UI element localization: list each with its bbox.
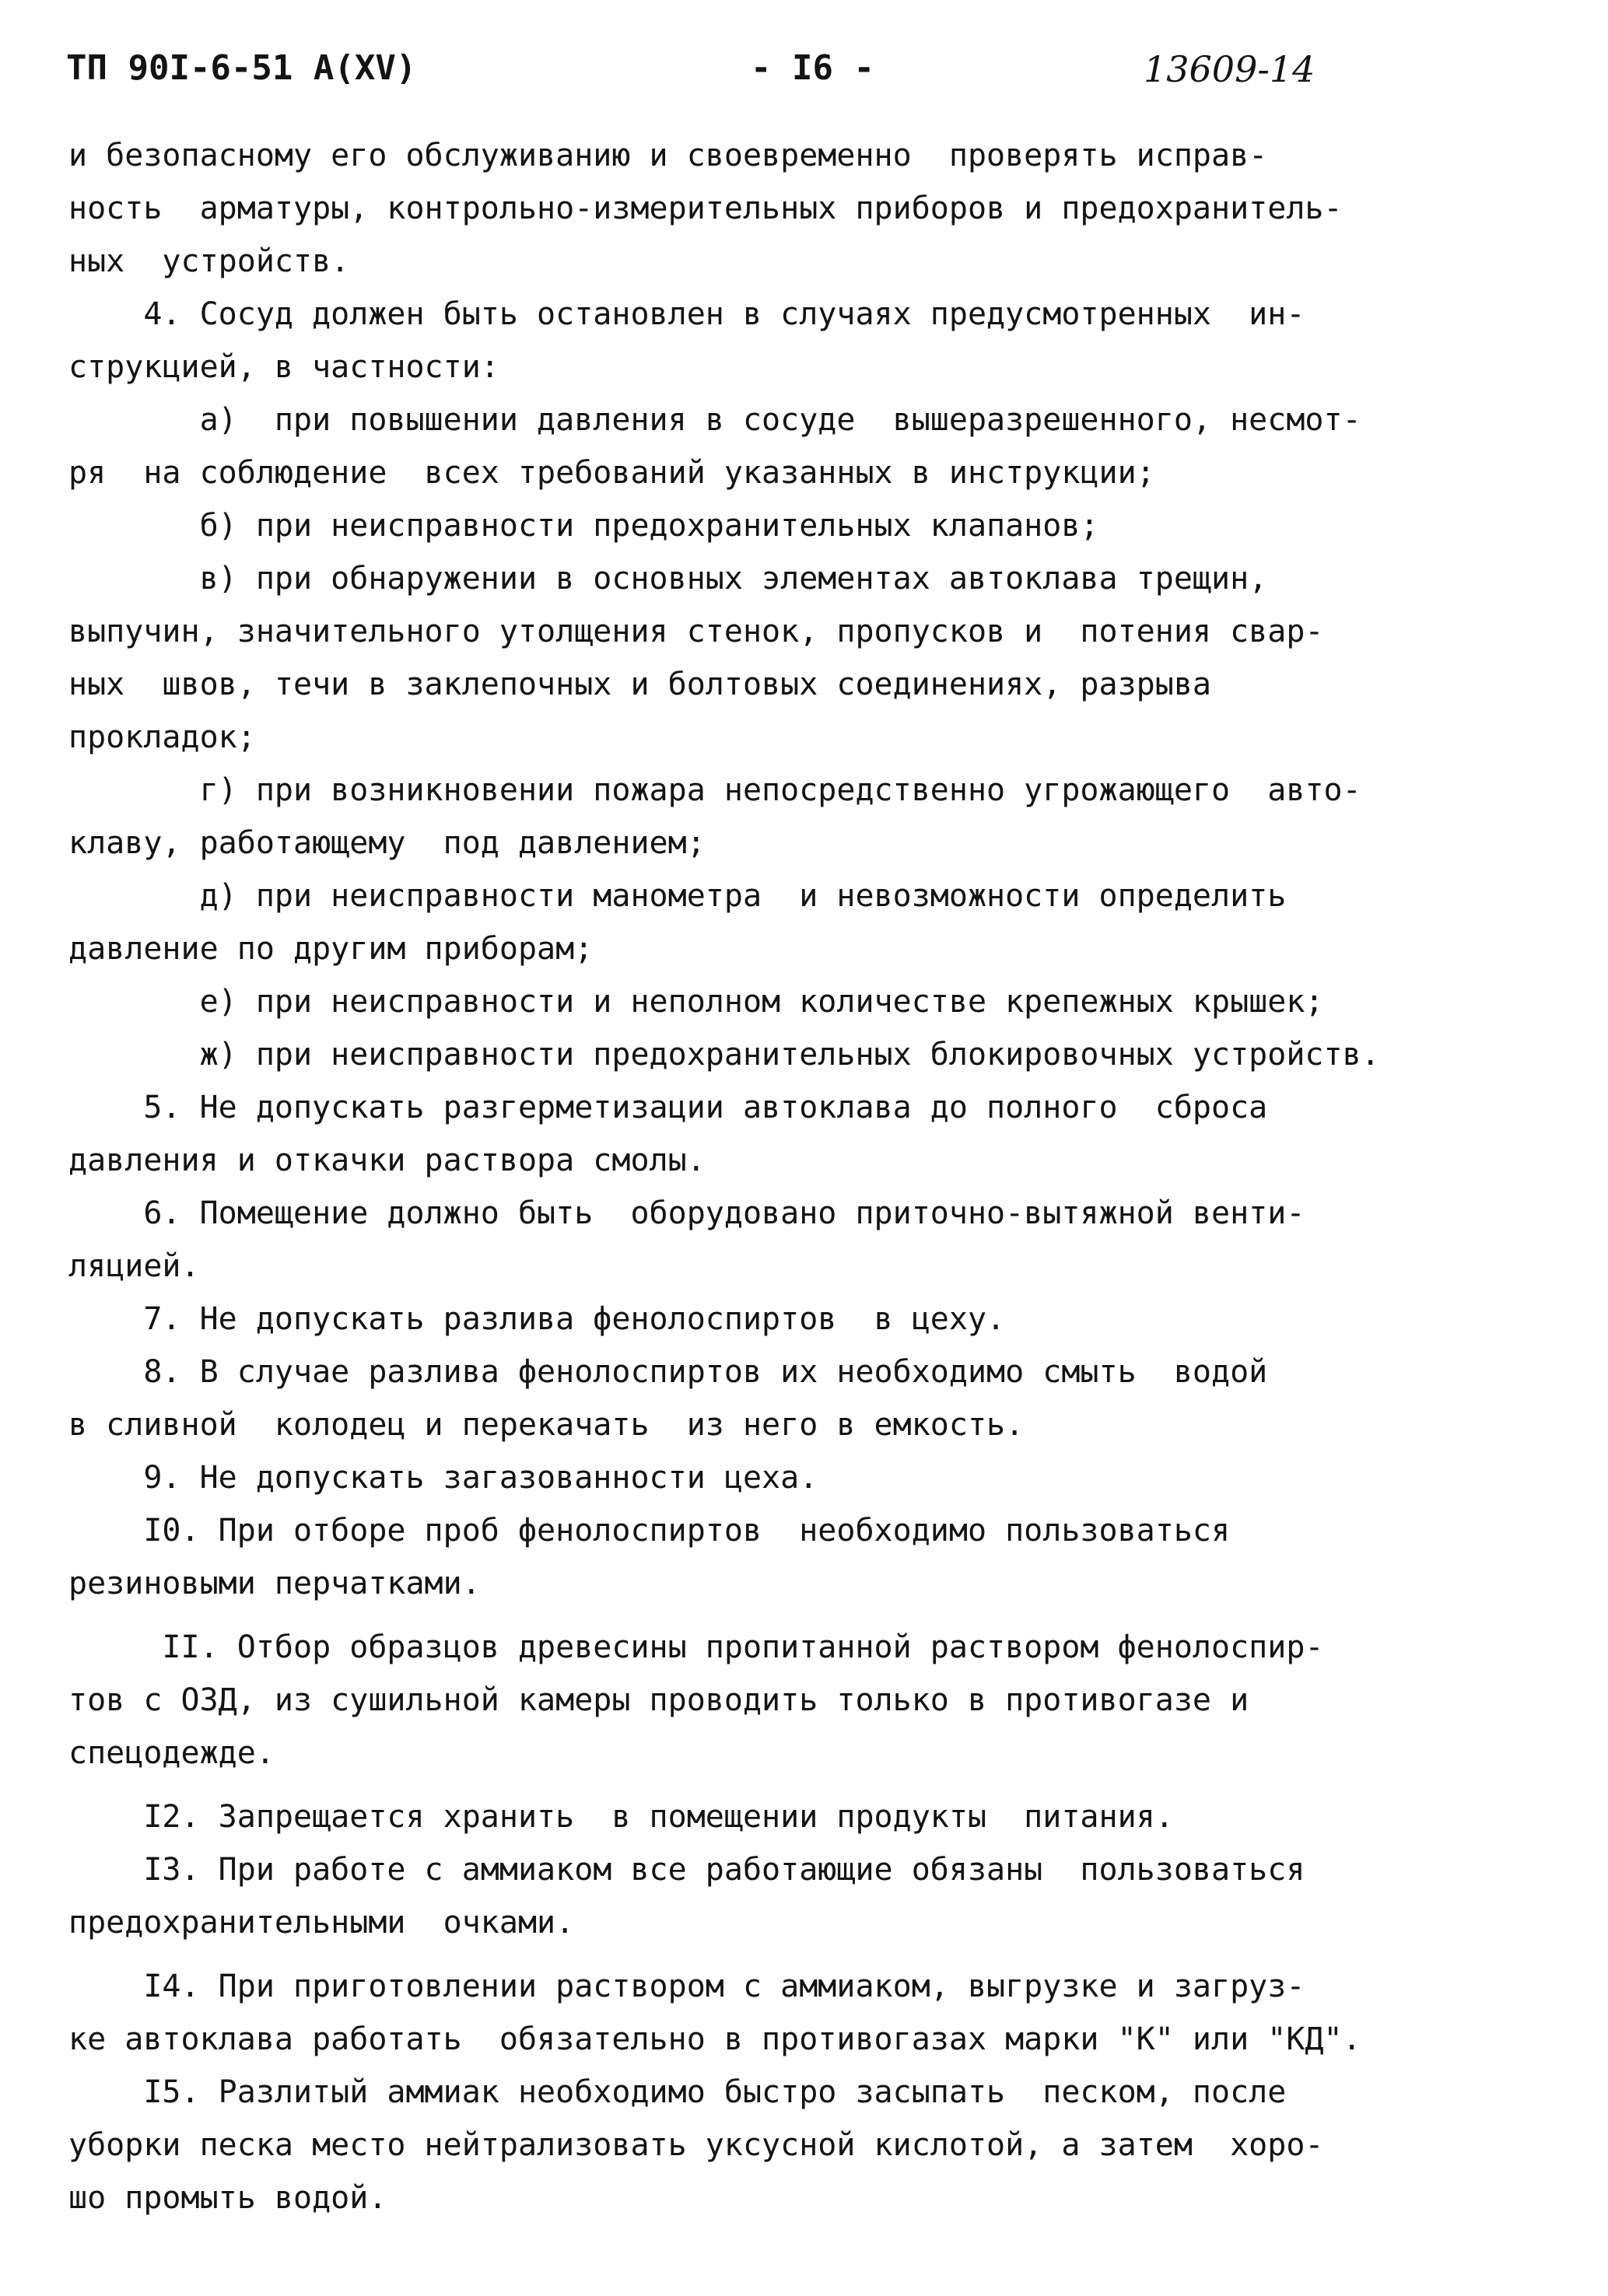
text-line: 6. Помещение должно быть оборудовано приточно-вытяжной венти- <box>68 1195 1305 1231</box>
text-line: ке автоклава работать обязательно в противогазах марки "К" или "КД". <box>68 2021 1361 2057</box>
text-line: шо промыть водой. <box>68 2180 387 2216</box>
text-line: I0. При отборе проб фенолоспиртов необходимо пользоваться <box>68 1513 1231 1549</box>
text-line: в) при обнаружении в основных элементах автоклава трещин, <box>68 561 1268 597</box>
paragraph-gap <box>68 1780 1562 1790</box>
text-line: тов с ОЗД, из сушильной камеры проводить только в противогазе и <box>68 1682 1249 1718</box>
text-line: ных устройств. <box>68 243 350 279</box>
text-line: струкцией, в частности: <box>68 349 499 385</box>
text-line: и безопасному его обслуживанию и своевременно проверять исправ- <box>68 138 1268 173</box>
document-code: ТП 90I-6-51 А(XV) <box>66 48 417 88</box>
text-line: ляцией. <box>68 1248 200 1284</box>
text-line: предохранительными очками. <box>68 1905 575 1941</box>
text-line: ность арматуры, контрольно-измерительных приборов и предохранитель- <box>68 191 1343 226</box>
text-line: спецодежде. <box>68 1735 275 1771</box>
document-body <box>68 129 1562 2224</box>
text-line: клаву, работающему под давлением; <box>68 825 706 861</box>
text-line: в сливной колодец и перекачать из него в емкость. <box>68 1407 1025 1443</box>
text-line: I3. При работе с аммиаком все работающие обязаны пользоваться <box>68 1852 1305 1888</box>
text-line: I2. Запрещается хранить в помещении продукты питания. <box>68 1799 1174 1835</box>
text-line: 7. Не допускать разлива фенолоспиртов в цеху. <box>68 1301 1006 1337</box>
text-line: е) при неисправности и неполном количестве крепежных крышек; <box>68 984 1324 1020</box>
text-line: давления и откачки раствора смолы. <box>68 1143 706 1178</box>
text-line: д) при неисправности манометра и невозможности определить <box>68 878 1287 914</box>
text-line: 5. Не допускать разгерметизации автоклава до полного сброса <box>68 1090 1268 1125</box>
text-line: ря на соблюдение всех требований указанных в инструкции; <box>68 455 1155 491</box>
text-line: ных швов, течи в заклепочных и болтовых соединениях, разрыва <box>68 667 1212 702</box>
text-line: I5. Разлитый аммиак необходимо быстро засыпать песком, после <box>68 2074 1287 2110</box>
text-line: I4. При приготовлении раствором с аммиаком, выгрузке и загруз- <box>68 1969 1305 2004</box>
paragraph-gap <box>68 1949 1562 1960</box>
page-number: - I6 - <box>751 48 874 88</box>
handwritten-number: 13609-14 <box>1144 48 1315 90</box>
text-line: резиновыми перчатками. <box>68 1566 481 1601</box>
text-line: 4. Сосуд должен быть остановлен в случаях предусмотренных ин- <box>68 296 1305 332</box>
text-line: 9. Не допускать загазованности цеха. <box>68 1460 818 1496</box>
text-line: II. Отбор образцов древесины пропитанной раствором фенолоспир- <box>68 1629 1324 1665</box>
text-line: выпучин, значительного утолщения стенок, пропусков и потения свар- <box>68 614 1324 649</box>
text-line: давление по другим приборам; <box>68 931 594 967</box>
paragraph-gap <box>68 1610 1562 1621</box>
text-line: г) при возникновении пожара непосредственно угрожающего авто- <box>68 772 1361 808</box>
page-header <box>66 48 1561 103</box>
text-line: уборки песка место нейтрализовать уксусной кислотой, а затем хоро- <box>68 2127 1324 2163</box>
text-line: а) при повышении давления в сосуде вышеразрешенного, несмот- <box>68 402 1361 438</box>
text-line: ж) при неисправности предохранительных блокировочных устройств. <box>68 1037 1380 1073</box>
text-line: 8. В случае разлива фенолоспиртов их необходимо смыть водой <box>68 1354 1268 1390</box>
text-line: прокладок; <box>68 719 256 755</box>
text-line: б) при неисправности предохранительных клапанов; <box>68 508 1099 544</box>
